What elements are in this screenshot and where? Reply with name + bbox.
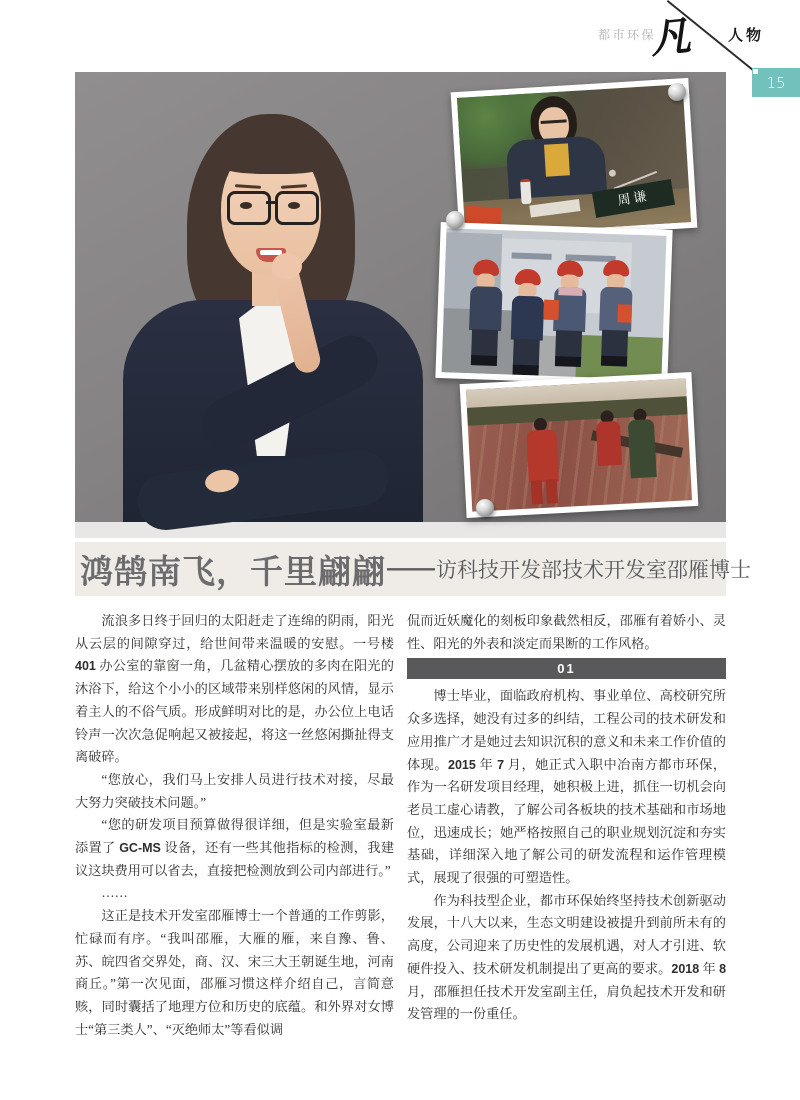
paragraph: “您的研发项目预算做得很详细，但是实验室最新添置了 GC-MS 设备，还有一些其他指标的检测，我建议这块费用可以省去，直接把检测放到公司内部进行。” — [75, 817, 395, 878]
worker-boots — [513, 365, 539, 376]
article-subtitle: 访科技开发部技术开发室邵雁博士 — [436, 559, 751, 582]
field-inspection-photo — [460, 372, 699, 518]
worker-jacket — [469, 286, 503, 331]
paragraph: 侃而近妖魔化的刻板印象截然相反，邵雁有着娇小、灵性、阳光的外表和淡定而果断的工作风格。 — [407, 613, 726, 651]
paragraph: 这正是技术开发室邵雁博士一个普通的工作剪影，忙碌而有序。“我叫邵雁，大雁的雁，来自豫、鲁、苏、皖四省交界处，商、汉、宋三大王朝诞生地，河南商丘。”第一次见面，邵雁习惯这样介绍自己，言简意赅，同时囊括了地理方位和历史的底蕴。和外界对女博士“第三类人”、“灭绝师太”等看似调 — [75, 908, 394, 1037]
conference-photo — [451, 78, 698, 242]
portrait-glasses-bridge — [266, 201, 276, 204]
portrait-hand — [272, 253, 302, 279]
attendee-top — [544, 143, 570, 176]
pin-sphere-icon — [476, 499, 494, 517]
article-title: 鸿鹄南飞，千里翩翩 — [80, 552, 386, 590]
orange-folder — [617, 304, 632, 322]
towel-scarf — [558, 287, 582, 296]
worker-boots — [601, 356, 627, 367]
portrait-eye-left — [240, 202, 252, 209]
green-coat — [628, 419, 657, 478]
page-number: 15 — [766, 73, 786, 92]
section-label: 人物 — [728, 27, 765, 44]
worker — [596, 260, 636, 369]
red-coverall — [526, 429, 559, 482]
mud-streaks — [468, 414, 692, 511]
section-marker-label: 01 — [557, 661, 576, 677]
field-scene — [466, 378, 692, 511]
calligraphy-logo-icon: 凡 — [647, 12, 693, 63]
paragraph: 博士毕业，面临政府机构、事业单位、高校研究所众多选择，她没有过多的纠结，工程公司的技术研发和应用推广才是她过去知识沉积的意义和未来工作价值的体现。2015 年 7 月，她正式入职中冶南方都市环保，作为一名研发项目经理，她积极上进，抓住一切机会向老员工虚心请教，了解公司各板块的技术基础和市场地位，迅速成长；她严格按照自己的职业规划沉淀和夯实基础，详细深入地了解公司的研发流程和运作管理模式，展现了很强的可塑造性。 — [407, 688, 727, 886]
worker-pants — [513, 339, 540, 368]
magazine-name: 都市环保 — [598, 28, 657, 42]
portrait-eye-right — [288, 202, 300, 209]
conference-scene — [457, 84, 691, 236]
nameplate: 周谦 — [592, 179, 675, 218]
right-column-continuation — [407, 610, 726, 655]
worker-jacket — [511, 296, 545, 341]
worker-pants — [601, 330, 628, 359]
worker-boots — [555, 356, 581, 367]
right-column-rest — [407, 685, 726, 1026]
page-number-badge — [752, 68, 800, 97]
pin-sphere-icon — [446, 211, 464, 229]
title-dash: —— — [387, 555, 435, 582]
worker — [550, 260, 590, 369]
leg — [531, 480, 543, 505]
worker — [507, 268, 547, 377]
article-right-column — [407, 610, 726, 1041]
worker-pants — [555, 330, 582, 359]
site-team-scene — [442, 228, 667, 380]
headline-band — [75, 542, 751, 596]
worker-boots — [471, 355, 497, 366]
worker-pants — [471, 329, 498, 358]
paragraph: …… — [101, 885, 128, 901]
paragraph: “您放心，我们马上安排人员进行技术对接，尽最大努力突破技术问题。” — [75, 771, 394, 810]
orange-bag — [543, 300, 559, 321]
section-marker — [407, 658, 726, 679]
photo-composite — [75, 72, 726, 538]
article-left-column — [75, 610, 394, 1041]
site-team-photo — [435, 222, 672, 386]
paragraph: 流浪多日终于回归的太阳赶走了连绵的阴雨，阳光从云层的间隙穿过，给世间带来温暖的安慰。一号楼 401 办公室的靠窗一角，几盆精心摆放的多肉在阳光的沐浴下，给这个小小的区域带来别样悠闲的风情，显示着主人的不俗气质。形成鲜明对比的是，办公位上电话铃声一次次急促响起又被接起，将这一丝悠闲撕扯得支离破碎。 — [75, 613, 394, 765]
article-body — [75, 610, 726, 1041]
pin-sphere-icon — [668, 83, 686, 101]
leg — [546, 479, 558, 504]
red-coverall — [596, 421, 622, 466]
paragraph: 作为科技型企业，都市环保始终坚持技术创新驱动发展，十八大以来，生态文明建设被提升到前所未有的高度，公司迎来了历史性的发展机遇，对人才引进、软硬件投入、技术研发机制提出了更高的要求。2018 年 8 月，邵雁担任技术开发室副主任，肩负起技术开发和研发管理的一份重任。 — [407, 892, 727, 1022]
water-bottle — [520, 179, 532, 205]
microphone-head — [609, 169, 616, 176]
worker — [466, 259, 506, 368]
